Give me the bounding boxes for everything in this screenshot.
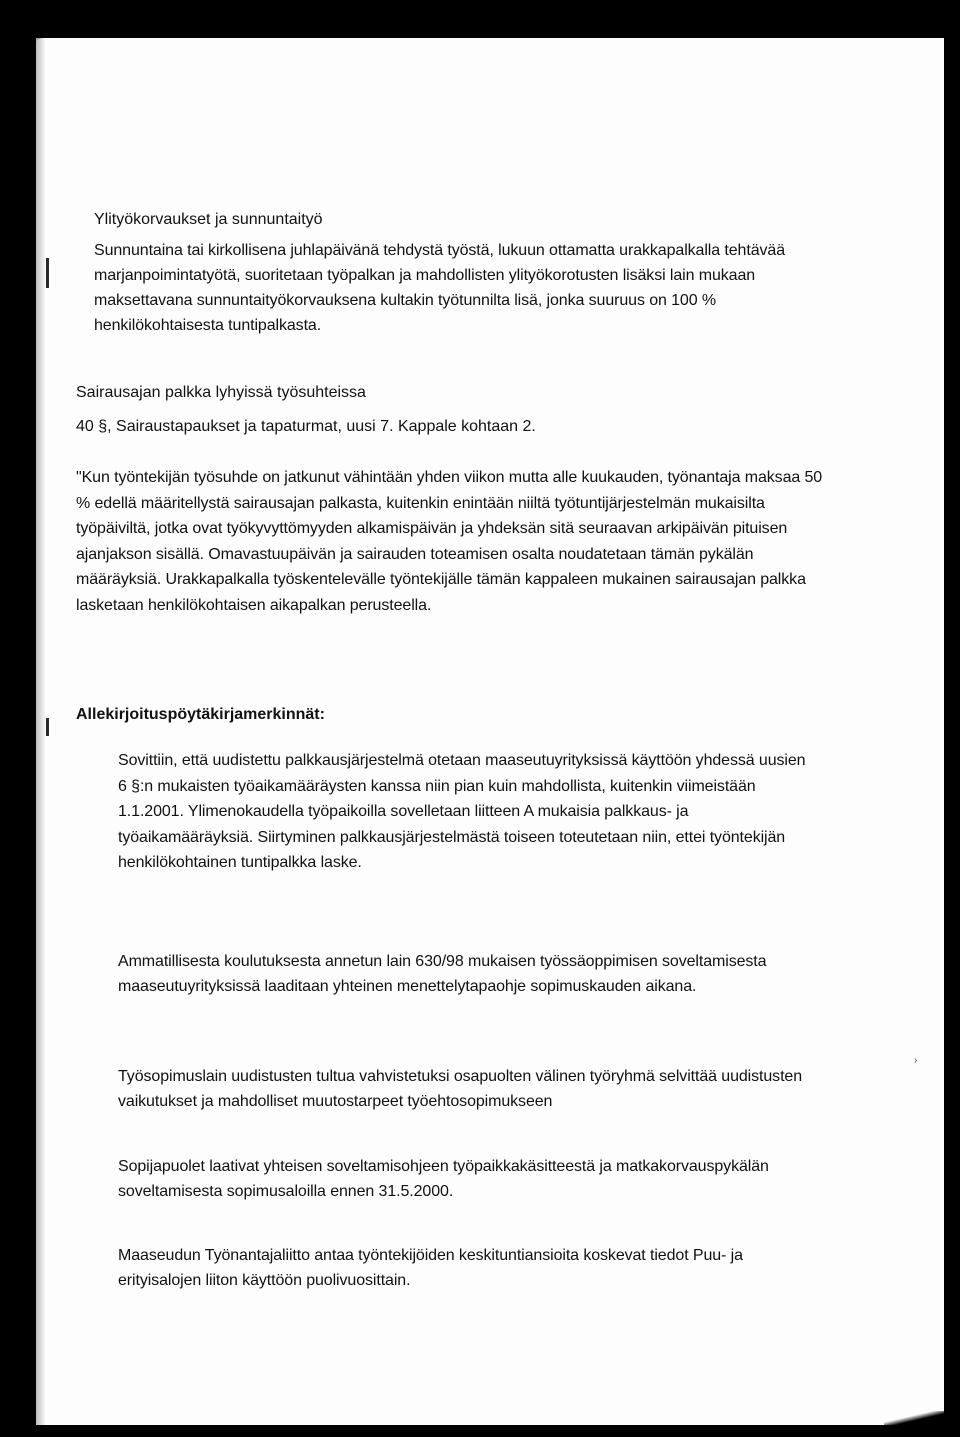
- allekirjoitus-heading: Allekirjoituspöytäkirjamerkinnät:: [76, 706, 325, 723]
- allekirjoitus-body: Sovittiin, että uudistettu palkkausjärjestelmä otetaan maaseutuyrityksissä käyttöön yhdessä uusien 6 §:n mukaisten työaikamääräysten kanssa niin pian kuin mahdollista, kuitenkin viimeistään 1.1.2001. Ylimenokaudella työpaikoilla sovelletaan liitteen A mukaisia palkkaus- ja työaikamääräyksiä. Siirtyminen palkkausjärjestelmästä toiseen toteutetaan niin, ettei työntekijän henkilökohtainen tuntipalkka laske.: [118, 752, 806, 871]
- binding-mark: [46, 258, 49, 288]
- stray-scan-mark: ›: [914, 1055, 918, 1066]
- binding-mark: [46, 718, 49, 736]
- ylityo-heading: Ylityökorvaukset ja sunnuntaityö: [94, 211, 323, 228]
- note-keskituntiansiot: Maaseudun Työnantajaliitto antaa työntekijöiden keskituntiansioita koskevat tiedot Puu- ja erityisalojen liiton käyttöön puolivuosittain.: [118, 1247, 743, 1289]
- page-edge-shadow: [36, 38, 46, 1425]
- ylityo-body: Sunnuntaina tai kirkollisena juhlapäivänä tehdystä työstä, lukuun ottamatta urakkapalkalla tehtävää marjanpoimintatyötä, suoritetaan työpalkan ja mahdollisten ylityökorotusten lisäksi lain mukaan maksettavana sunnuntaityökorvauksena kultakin työtunnilta lisä, jonka suuruus on 100 % henkilökohtaisesta tuntipalkasta.: [94, 242, 785, 334]
- note-tyopaikkakasite: Sopijapuolet laativat yhteisen soveltamisohjeen työpaikkakäsitteestä ja matkakorvauspykälän soveltamisesta sopimusaloilla ennen 31.5.2000.: [118, 1158, 769, 1200]
- sairaus-quote: "Kun työntekijän työsuhde on jatkunut vähintään yhden viikon mutta alle kuukauden, työnantaja maksaa 50 % edellä määritellystä sairausajan palkasta, kuitenkin enintään niiltä työtuntijärjestelmän mukaisilta työpäiviltä, jotka ovat työkyvyttömyyden alkamispäivän ja yhdeksän sitä seuraavan arkipäivän pituisen ajanjakson sisällä. Omavastuupäivän ja sairauden toteamisen osalta noudatetaan tämän pykälän määräyksiä. Urakkapalkalla työskentelevälle työntekijälle tämän kappaleen mukainen sairausajan palkka lasketaan henkilökohtaisen aikapalkan perusteella.: [76, 469, 823, 614]
- page-corner-fold: [884, 1411, 944, 1425]
- sairaus-heading: Sairausajan palkka lyhyissä työsuhteissa: [76, 384, 366, 401]
- note-ammatillinen-koulutus: Ammatillisesta koulutuksesta annetun lain 630/98 mukaisen työssäoppimisen soveltamisesta maaseutuyrityksissä laaditaan yhteinen menettelytapaohje sopimuskauden aikana.: [118, 953, 767, 995]
- note-tyosopimuslaki: Työsopimuslain uudistusten tultua vahvistetuksi osapuolten välinen työryhmä selvittää uudistusten vaikutukset ja mahdolliset muutostarpeet työehtosopimukseen: [118, 1068, 803, 1110]
- document-page: [36, 38, 944, 1425]
- sairaus-reference: 40 §, Sairaustapaukset ja tapaturmat, uusi 7. Kappale kohtaan 2.: [76, 418, 536, 435]
